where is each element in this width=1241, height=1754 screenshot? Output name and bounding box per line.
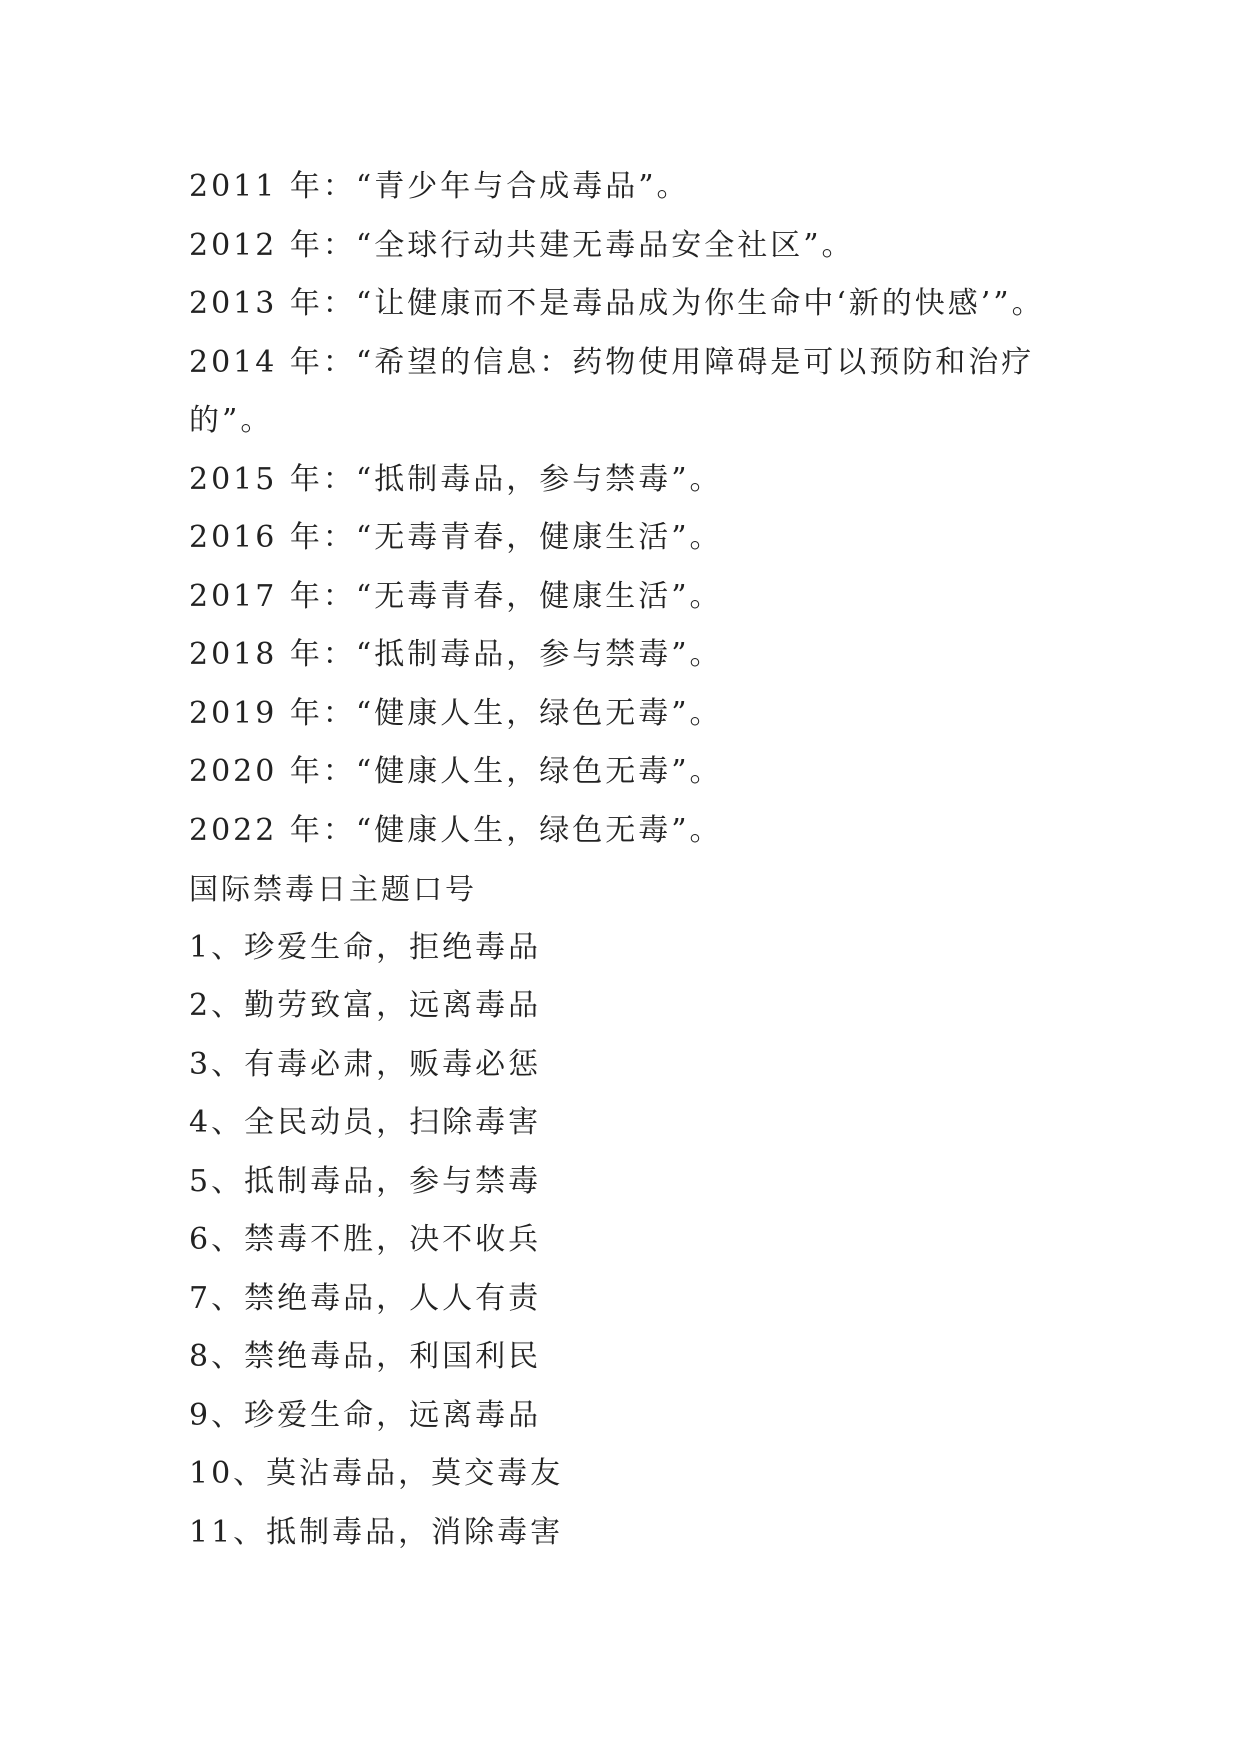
slogan-line: 1、珍爱生命，拒绝毒品 [189,929,542,965]
slogan-line: 11、抵制毒品，消除毒害 [189,1514,564,1550]
theme-line: 2014 年：“希望的信息：药物使用障碍是可以预防和治疗的”。 [189,344,1035,438]
slogan-line: 9、珍爱生命，远离毒品 [189,1397,542,1433]
theme-line: 2022 年：“健康人生，绿色无毒”。 [189,812,723,848]
theme-line: 2013 年：“让健康而不是毒品成为你生命中‘新的快感’”。 [189,286,1045,321]
slogans-heading: 国际禁毒日主题口号 [189,872,478,906]
slogan-line: 7、禁绝毒品，人人有责 [189,1280,542,1316]
slogan-line: 4、全民动员，扫除毒害 [189,1105,542,1140]
theme-line: 2018 年：“抵制毒品，参与禁毒”。 [189,637,723,672]
theme-line: 2012 年：“全球行动共建无毒品安全社区”。 [189,227,855,263]
slogan-line: 3、有毒必肃，贩毒必惩 [189,1046,542,1082]
slogan-line: 8、禁绝毒品，利国利民 [189,1339,542,1374]
slogan-line: 2、勤劳致富，远离毒品 [189,988,542,1023]
theme-line: 2020 年：“健康人生，绿色无毒”。 [189,754,723,789]
theme-line: 2015 年：“抵制毒品，参与禁毒”。 [189,461,723,497]
document-body [189,158,1069,1562]
slogan-line: 6、禁毒不胜，决不收兵 [189,1222,542,1257]
slogan-line: 5、抵制毒品，参与禁毒 [189,1163,542,1199]
theme-line: 2019 年：“健康人生，绿色无毒”。 [189,695,723,731]
theme-line: 2017 年：“无毒青春，健康生活”。 [189,578,723,614]
slogan-line: 10、莫沾毒品，莫交毒友 [189,1456,564,1491]
theme-line: 2016 年：“无毒青春，健康生活”。 [189,520,723,555]
theme-line: 2011 年：“青少年与合成毒品”。 [189,169,690,204]
